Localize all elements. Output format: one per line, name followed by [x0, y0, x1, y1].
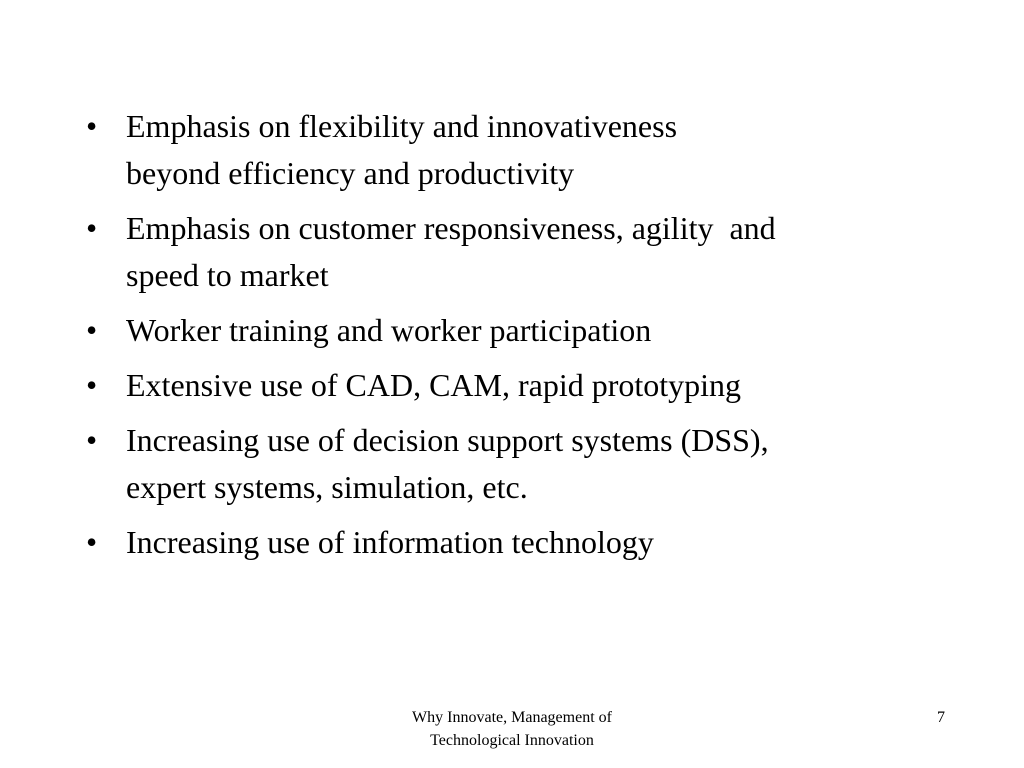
bullet-line: expert systems, simulation, etc. [126, 469, 528, 505]
bullet-icon: • [86, 524, 98, 560]
bullet-line: Increasing use of information technology [126, 524, 654, 560]
footer-caption-line: Technological Innovation [430, 732, 594, 749]
bullet-item-5 [86, 417, 966, 511]
bullet-icon: • [86, 422, 98, 458]
footer-caption-line: Why Innovate, Management of [412, 709, 612, 726]
bullet-line: beyond efficiency and productivity [126, 155, 575, 191]
bullet-line: Increasing use of decision support systems (DSS), [126, 422, 769, 458]
page-number: 7 [937, 709, 945, 726]
bullet-item-2 [86, 205, 966, 299]
bullet-item-6 [86, 519, 966, 566]
bullet-item-1 [86, 103, 966, 197]
bullet-item-3 [86, 307, 966, 354]
bullet-line: Worker training and worker participation [126, 312, 652, 348]
bullet-list [86, 103, 966, 574]
footer-caption [362, 706, 662, 752]
bullet-icon: • [86, 210, 98, 246]
bullet-icon: • [86, 108, 98, 144]
bullet-line: Extensive use of CAD, CAM, rapid prototyping [126, 367, 742, 403]
bullet-line: Emphasis on flexibility and innovativeness [126, 108, 678, 144]
bullet-icon: • [86, 367, 98, 403]
bullet-icon: • [86, 312, 98, 348]
bullet-line: speed to market [126, 257, 329, 293]
bullet-line: Emphasis on customer responsiveness, agility and [126, 210, 776, 246]
bullet-item-4 [86, 362, 966, 409]
